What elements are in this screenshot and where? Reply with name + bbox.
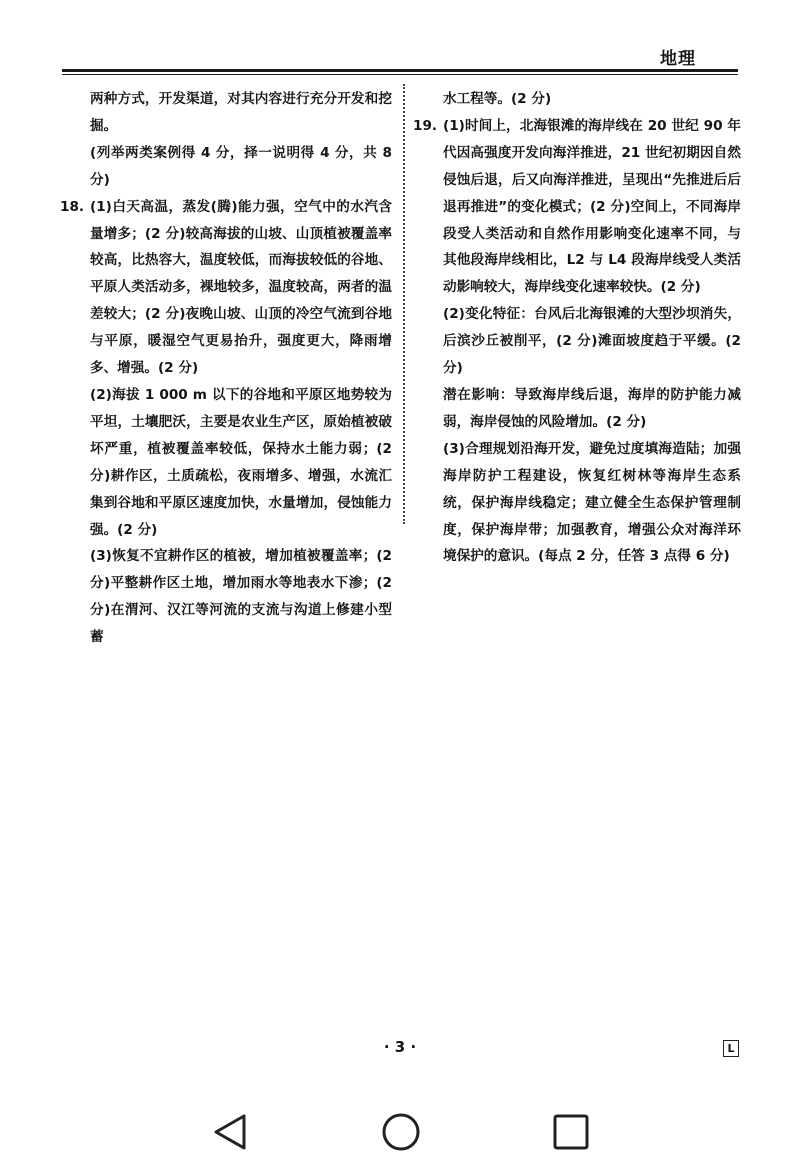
header-rule-thick	[62, 69, 738, 72]
recent-square-icon	[549, 1110, 593, 1154]
corner-mark: L	[723, 1040, 739, 1057]
right-column	[413, 86, 741, 570]
left-column	[60, 86, 392, 651]
back-triangle-icon	[208, 1110, 252, 1154]
q18-part3: (3)恢复不宜耕作区的植被，增加植被覆盖率；(2 分)平整耕作区土地，增加雨水等地表水下渗；(2 分)在渭河、汉江等河流的支流与沟道上修建小型蓄	[90, 548, 392, 646]
home-button[interactable]	[379, 1110, 423, 1154]
question-number: 19.	[413, 117, 438, 134]
back-button[interactable]	[208, 1110, 252, 1154]
continuation-text: 两种方式，开发渠道，对其内容进行充分开发和挖掘。	[90, 91, 392, 134]
header-rule-thin	[62, 74, 738, 75]
scoring-note: (列举两类案例得 4 分，择一说明得 4 分，共 8 分)	[90, 144, 392, 188]
q19-part3: (3)合理规划沿海开发，避免过度填海造陆；加强海岸防护工程建设，恢复红树林等海岸生态系统，保护海岸线稳定；建立健全生态保护管理制度，保护海岸带；加强教育，增强公众对海洋环境保护的意识。(每点 2 分，任答 3 点得 6 分)	[443, 440, 741, 565]
q19-part2b: 潜在影响：导致海岸线后退，海岸的防护能力减弱，海岸侵蚀的风险增加。(2 分)	[443, 386, 741, 430]
page-number: · 3 ·	[383, 1038, 417, 1056]
q18-part1-text: (1)白天高温，蒸发(腾)能力强，空气中的水汽含量增多；(2 分)较高海拔的山坡、山顶植被覆盖率较高，比热容大，温度较低，而海拔较低的谷地、平原人类活动多，裸地较多，温度较高，两者的温差较大；(2 分)夜晚山坡、山顶的冷空气流到谷地与平原，暖湿空气更易抬升，强度更大，降雨增多、增强。(2 分)	[90, 198, 392, 377]
continuation-text: 水工程等。(2 分)	[443, 91, 552, 107]
question-number: 18.	[60, 198, 85, 215]
q19-part2a: (2)变化特征：台风后北海银滩的大型沙坝消失，后滨沙丘被削平，(2 分)滩面坡度趋于平缓。(2 分)	[443, 306, 741, 377]
q18-part2: (2)海拔 1 000 m 以下的谷地和平原区地势较为平坦，土壤肥沃，主要是农业生产区，原始植被破坏严重，植被覆盖率较低，保持水土能力弱；(2 分)耕作区，土质疏松，夜雨增多、增强，水流汇集到谷地和平原区速度加快，水量增加，侵蚀能力强。(2 分)	[90, 386, 392, 538]
q19-part1	[413, 113, 741, 301]
q19-part1-text: (1)时间上，北海银滩的海岸线在 20 世纪 90 年代因高强度开发向海洋推进，21 世纪初期因自然侵蚀后退，后又向海洋推进，呈现出“先推进后后退再推进”的变化模式；(2 分)空间上，不同海岸段受人类活动和自然作用影响变化速率不同，与其他段海岸线相比，L2 与 L4 段海岸线受人类活动影响较大，海岸线变化速率较快。(2 分)	[443, 117, 741, 296]
home-circle-icon	[379, 1110, 423, 1154]
column-divider	[403, 84, 405, 524]
q18-part1	[60, 194, 392, 382]
recent-apps-button[interactable]	[549, 1110, 593, 1154]
subject-title: 地理	[660, 49, 696, 69]
system-navigation-bar	[0, 1090, 800, 1171]
